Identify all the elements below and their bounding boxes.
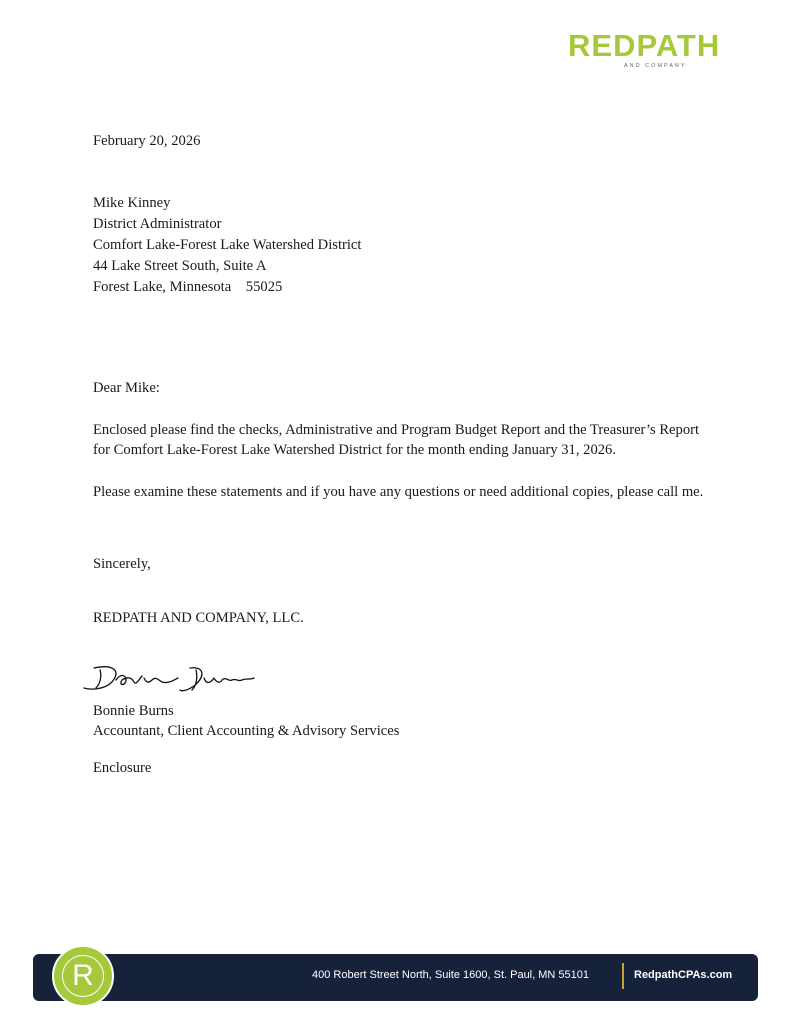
- letter-date: February 20, 2026: [93, 133, 201, 149]
- footer-address: 400 Robert Street North, Suite 1600, St. Paul, MN 55101: [312, 969, 589, 981]
- signer-title: Accountant, Client Accounting & Advisory Services: [93, 723, 400, 739]
- firm-name: REDPATH AND COMPANY, LLC.: [93, 610, 304, 626]
- footer-divider: [622, 963, 624, 989]
- body-paragraph-1: Enclosed please find the checks, Administrative and Program Budget Report and the Treasurer’s Report for Comfort Lake-Forest Lake Watershed District for the month ending January 31, 2026.: [93, 422, 700, 458]
- redpath-logo: [568, 30, 758, 72]
- footer-logo-badge: [52, 945, 114, 1007]
- signer-name: Bonnie Burns: [93, 703, 174, 719]
- footer-website: RedpathCPAs.com: [634, 969, 733, 981]
- recipient-organization: Comfort Lake-Forest Lake Watershed District: [93, 237, 362, 253]
- closing: Sincerely,: [93, 556, 151, 572]
- recipient-name: Mike Kinney: [93, 195, 171, 211]
- salutation: Dear Mike:: [93, 380, 160, 396]
- recipient-street: 44 Lake Street South, Suite A: [93, 258, 267, 274]
- handwritten-signature: [82, 660, 262, 696]
- recipient-title: District Administrator: [93, 216, 222, 232]
- logo-wordmark: REDPATH: [568, 28, 721, 63]
- recipient-city-state-zip: Forest Lake, Minnesota 55025: [93, 279, 283, 295]
- footer-logo-letter: R: [72, 959, 94, 992]
- body-paragraph-2: Please examine these statements and if you have any questions or need additional copies, please call me.: [93, 484, 704, 500]
- enclosure-note: Enclosure: [93, 760, 152, 776]
- logo-subtext: AND COMPANY: [624, 63, 687, 69]
